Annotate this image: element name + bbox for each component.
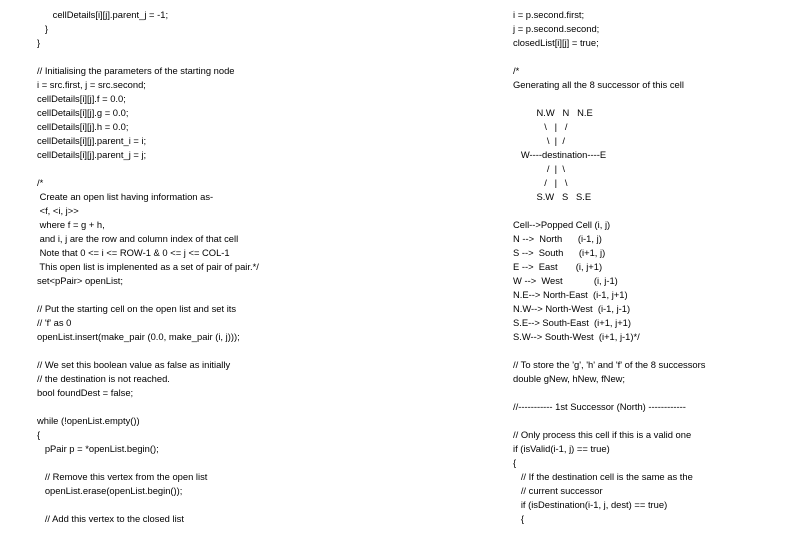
document-line: // Put the starting cell on the open list and set its — [37, 303, 237, 314]
document-line: // Add this vertex to the closed list — [37, 513, 184, 524]
document-line — [513, 386, 705, 400]
document-line: } — [37, 37, 41, 48]
document-line: cellDetails[i][j].parent_i = i; — [37, 135, 147, 146]
document-line: Cell-->Popped Cell (i, j) — [513, 219, 611, 230]
document-line — [37, 162, 259, 176]
document-line: N --> North (i-1, j) — [513, 233, 602, 244]
document-line: / | \ — [513, 163, 565, 174]
document-line: { — [37, 429, 41, 440]
document-line: // Initialising the parameters of the starting node — [37, 65, 235, 76]
document-line: { — [513, 513, 524, 524]
document-line — [37, 50, 259, 64]
document-line: // To store the 'g', 'h' and 'f' of the 8 successors — [513, 359, 706, 370]
document-line — [513, 344, 705, 358]
document-line: if (isDestination(i-1, j, dest) == true) — [513, 499, 668, 510]
document-line: and i, j are the row and column index of that cell — [37, 233, 239, 244]
document-line: S --> South (i+1, j) — [513, 247, 606, 258]
document-line: Generating all the 8 successor of this cell — [513, 79, 684, 90]
document-line: pPair p = *openList.begin(); — [37, 443, 159, 454]
document-line: { — [513, 457, 517, 468]
document-line: while (!openList.empty()) — [37, 415, 140, 426]
document-line: i = src.first, j = src.second; — [37, 79, 146, 90]
document-line: / | \ — [513, 177, 568, 188]
document-line: S.E--> South-East (i+1, j+1) — [513, 317, 632, 328]
document-line: cellDetails[i][j].parent_j = -1; — [37, 9, 169, 20]
document-line — [513, 204, 705, 218]
document-line: cellDetails[i][j].f = 0.0; — [37, 93, 126, 104]
document-line: // We set this boolean value as false as initially — [37, 359, 231, 370]
document-line — [513, 414, 705, 428]
document-line: /* — [37, 177, 44, 188]
document-line: // the destination is not reached. — [37, 373, 170, 384]
document-line: E --> East (i, j+1) — [513, 261, 603, 272]
document-line: Note that 0 <= i <= ROW-1 & 0 <= j <= COL-1 — [37, 247, 230, 258]
document-line: cellDetails[i][j].h = 0.0; — [37, 121, 129, 132]
document-line: S.W--> South-West (i+1, j-1)*/ — [513, 331, 640, 342]
document-line — [513, 50, 705, 64]
document-line — [37, 456, 259, 470]
document-line: // current successor — [513, 485, 603, 496]
document-line: // If the destination cell is the same as the — [513, 471, 693, 482]
document-line: // Remove this vertex from the open list — [37, 471, 208, 482]
document-line: W --> West (i, j-1) — [513, 275, 618, 286]
document-line: // Only process this cell if this is a valid one — [513, 429, 692, 440]
document-line — [37, 288, 259, 302]
document-line: cellDetails[i][j].parent_j = j; — [37, 149, 147, 160]
document-line: /* — [513, 65, 520, 76]
document-line: cellDetails[i][j].g = 0.0; — [37, 107, 129, 118]
document-line: openList.erase(openList.begin()); — [37, 485, 183, 496]
document-line: } — [37, 23, 48, 34]
document-line: S.W S S.E — [513, 191, 592, 202]
document-line: Create an open list having information as- — [37, 191, 214, 202]
document-line: // 'f' as 0 — [37, 317, 72, 328]
page-gutter — [414, 0, 444, 539]
document-line: //----------- 1st Successor (North) ------------ — [513, 401, 686, 412]
document-line — [37, 498, 259, 512]
document-line: double gNew, hNew, fNew; — [513, 373, 626, 384]
document-line — [37, 400, 259, 414]
document-line — [37, 344, 259, 358]
document-line: bool foundDest = false; — [37, 387, 134, 398]
document-line — [513, 92, 705, 106]
code-column-right — [513, 8, 705, 526]
document-line: closedList[i][j] = true; — [513, 37, 599, 48]
document-line: This open list is implenented as a set of pair of pair.*/ — [37, 261, 259, 272]
document-line: N.W--> North-West (i-1, j-1) — [513, 303, 631, 314]
document-line: where f = g + h, — [37, 219, 105, 230]
document-line: if (isValid(i-1, j) == true) — [513, 443, 610, 454]
document-line: <f, <i, j>> — [37, 205, 79, 216]
document-line: set<pPair> openList; — [37, 275, 123, 286]
document-line: N.E--> North-East (i-1, j+1) — [513, 289, 628, 300]
document-line: openList.insert(make_pair (0.0, make_pair (i, j))); — [37, 331, 240, 342]
document-line: \ | / — [513, 135, 565, 146]
document-line: j = p.second.second; — [513, 23, 600, 34]
document-line: N.W N N.E — [513, 107, 593, 118]
document-line: \ | / — [513, 121, 568, 132]
document-line: i = p.second.first; — [513, 9, 585, 20]
document-line: W----destination----E — [513, 149, 607, 160]
code-column-left — [37, 8, 259, 526]
